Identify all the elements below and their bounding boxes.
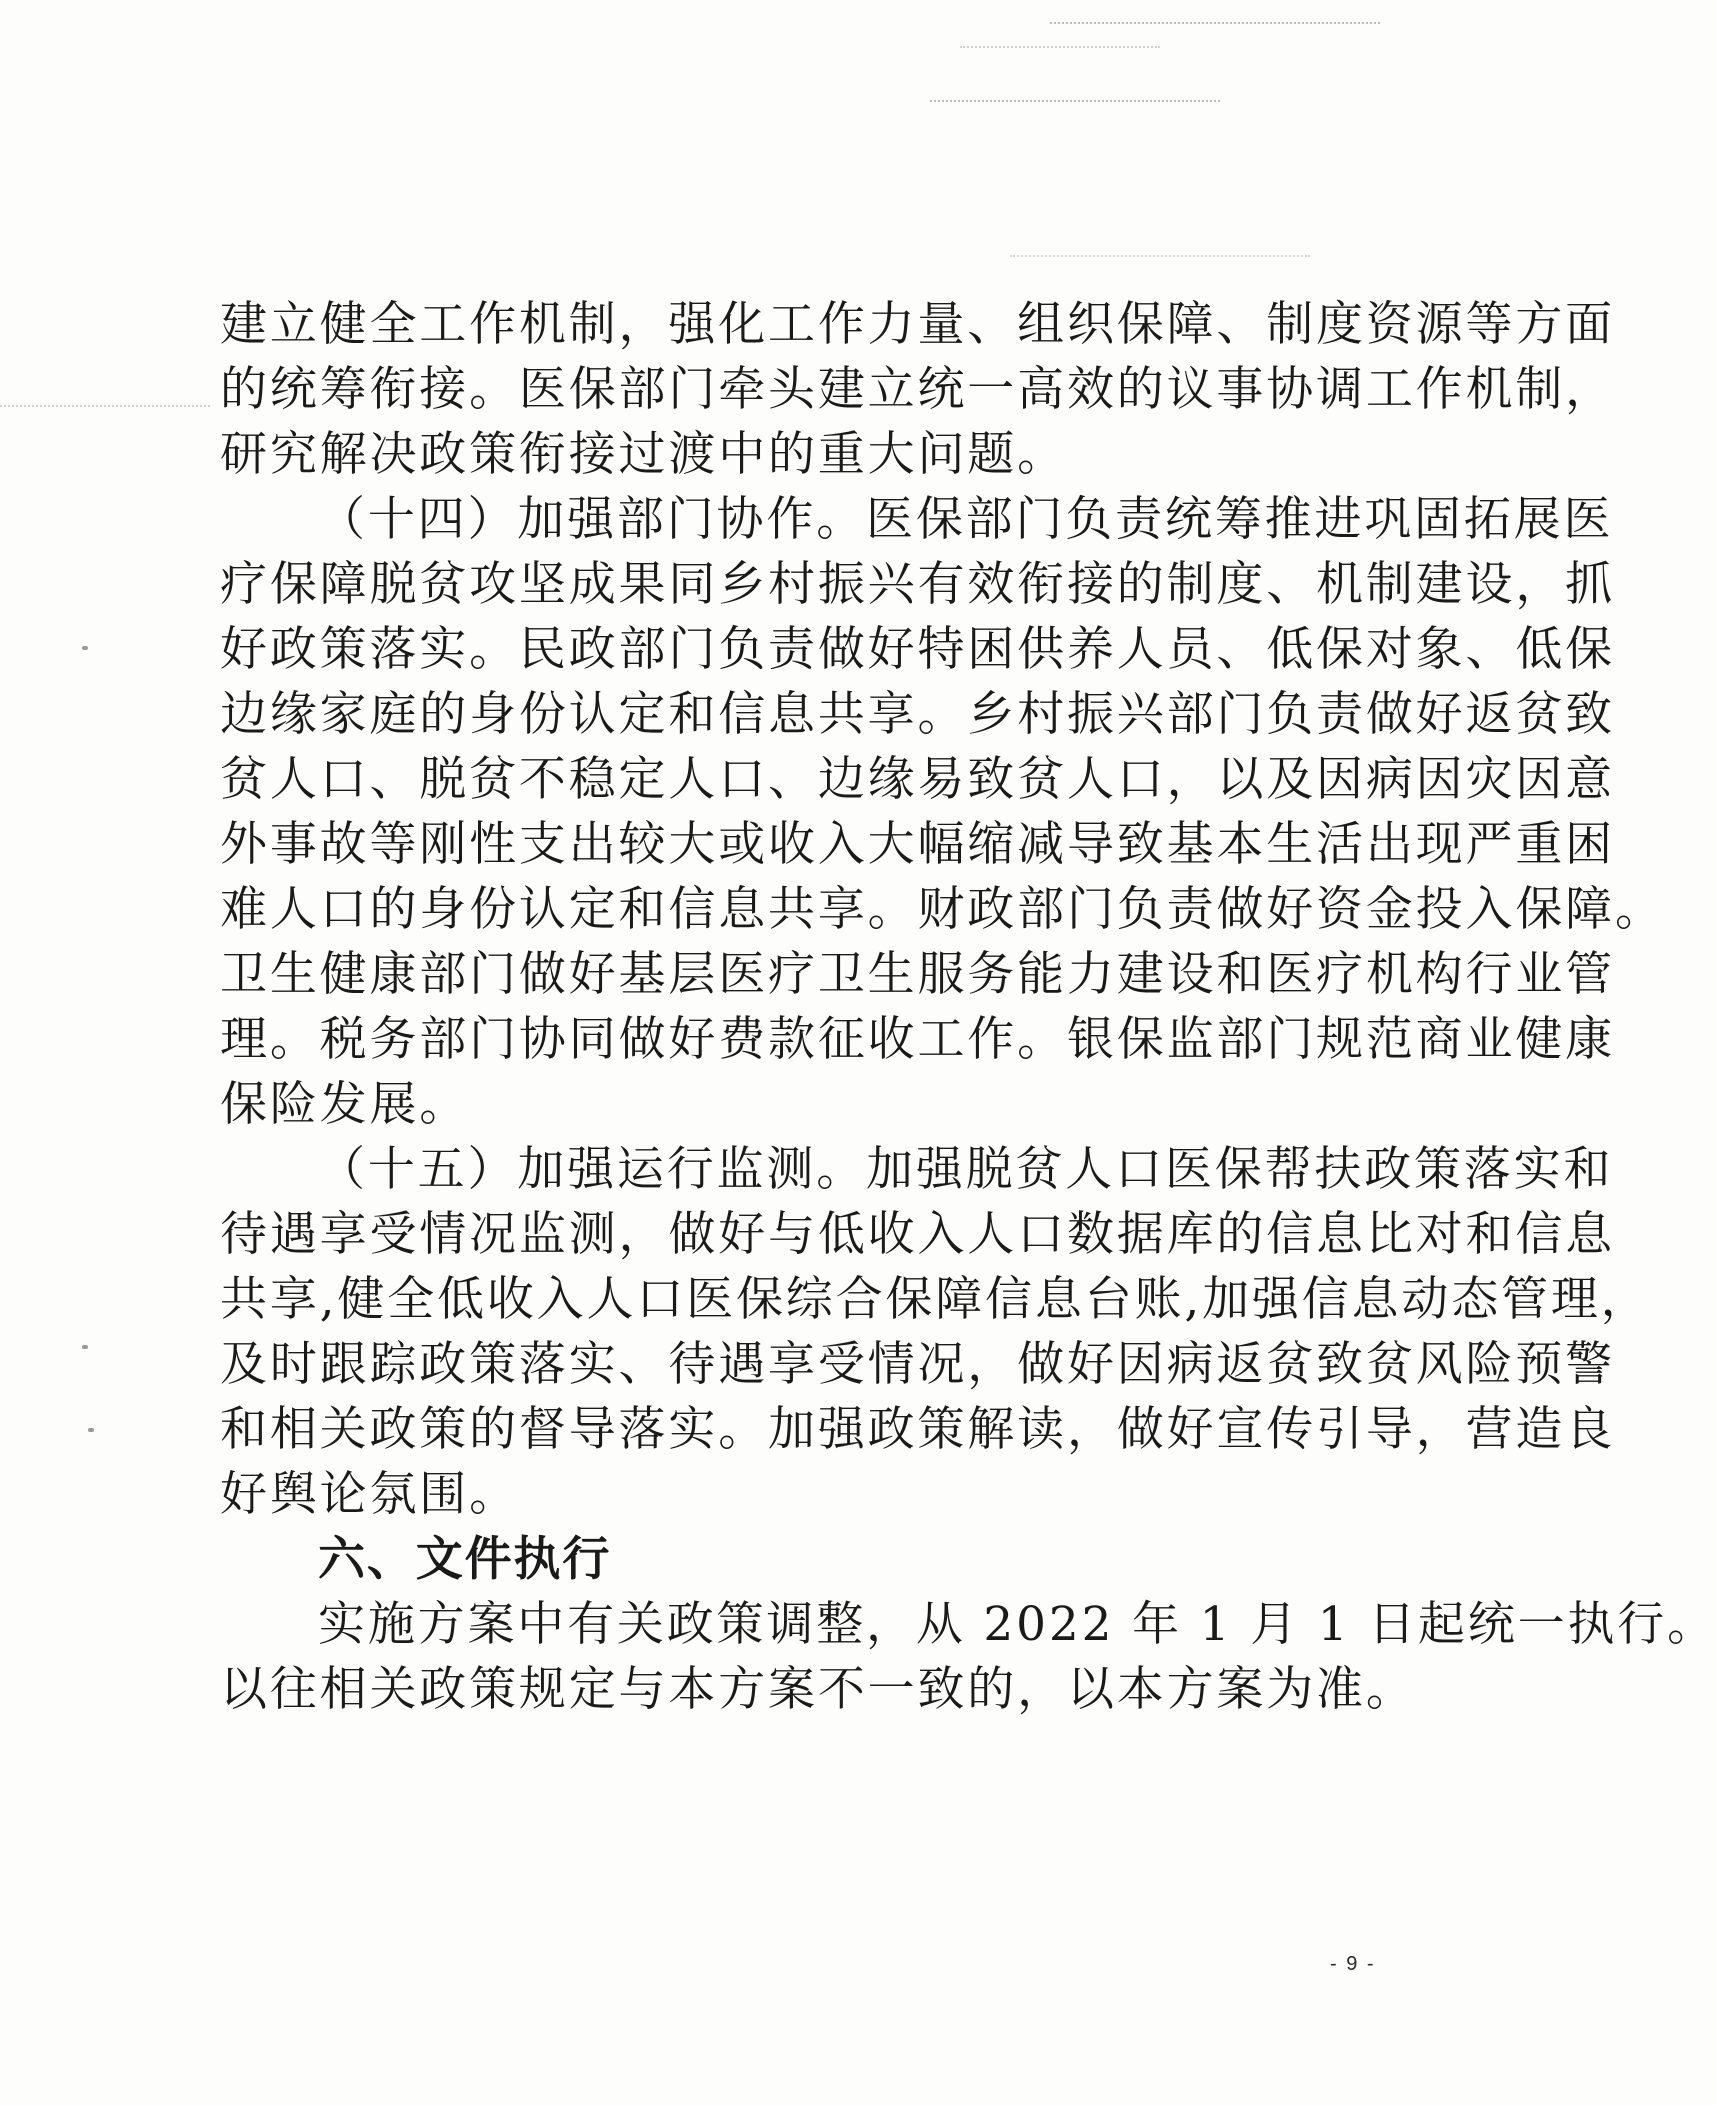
text-line: 保险发展。 <box>220 1077 470 1132</box>
text-line: 卫生健康部门做好基层医疗卫生服务能力建设和医疗机构行业管 <box>220 947 1615 1002</box>
text-line: 以往相关政策规定与本方案不一致的，以本方案为准。 <box>220 1662 1416 1717</box>
text-line: 研究解决政策衔接过渡中的重大问题。 <box>220 427 1067 482</box>
section-heading: 六、文件执行 <box>318 1532 612 1587</box>
text-line: 疗保障脱贫攻坚成果同乡村振兴有效衔接的制度、机制建设，抓 <box>220 557 1615 612</box>
text-line: 好舆论氛围。 <box>220 1467 519 1522</box>
scan-artifact <box>82 1345 88 1349</box>
text-line: 贫人口、脱贫不稳定人口、边缘易致贫人口，以及因病因灾因意 <box>220 752 1615 807</box>
document-body <box>220 292 1717 1722</box>
text-line: 待遇享受情况监测，做好与低收入人口数据库的信息比对和信息 <box>220 1207 1615 1262</box>
text-line: 建立健全工作机制，强化工作力量、组织保障、制度资源等方面 <box>220 297 1615 352</box>
paragraph-operation-monitoring <box>220 1137 1651 1527</box>
scan-artifact <box>930 100 1220 104</box>
scan-artifact <box>960 46 1160 50</box>
text-line: 边缘家庭的身份认定和信息共享。乡村振兴部门负责做好返贫致 <box>220 687 1615 742</box>
text-line: （十四）加强部门协作。医保部门负责统筹推进巩固拓展医 <box>318 492 1614 547</box>
text-line: 和相关政策的督导落实。加强政策解读，做好宣传引导，营造良 <box>220 1402 1615 1457</box>
text-line: 理。税务部门协同做好费款征收工作。银保监部门规范商业健康 <box>220 1012 1615 1067</box>
paragraph-department-cooperation <box>220 487 1665 1137</box>
scan-artifact <box>1050 22 1380 26</box>
text-line: 好政策落实。民政部门负责做好特困供养人员、低保对象、低保 <box>220 622 1615 677</box>
text-line: 难人口的身份认定和信息共享。财政部门负责做好资金投入保障。 <box>220 882 1665 937</box>
scan-artifact <box>88 1428 94 1432</box>
text-line: 实施方案中有关政策调整，从 2022 年 1 月 1 日起统一执行。 <box>318 1597 1717 1652</box>
text-line: 共享,健全低收入人口医保综合保障信息台账,加强信息动态管理， <box>220 1272 1651 1327</box>
scan-artifact <box>1010 255 1310 259</box>
page-number: - 9 - <box>1330 1953 1376 1975</box>
paragraph-coordination <box>220 292 1615 487</box>
text-line: 及时跟踪政策落实、待遇享受情况，做好因病返贫致贫风险预警 <box>220 1337 1615 1392</box>
scan-artifact <box>0 405 210 409</box>
text-line: （十五）加强运行监测。加强脱贫人口医保帮扶政策落实和 <box>318 1142 1614 1197</box>
text-line: 的统筹衔接。医保部门牵头建立统一高效的议事协调工作机制， <box>220 362 1615 417</box>
text-line: 外事故等刚性支出较大或收入大幅缩减导致基本生活出现严重困 <box>220 817 1615 872</box>
paragraph-implementation <box>220 1592 1717 1722</box>
scan-artifact <box>82 646 88 650</box>
